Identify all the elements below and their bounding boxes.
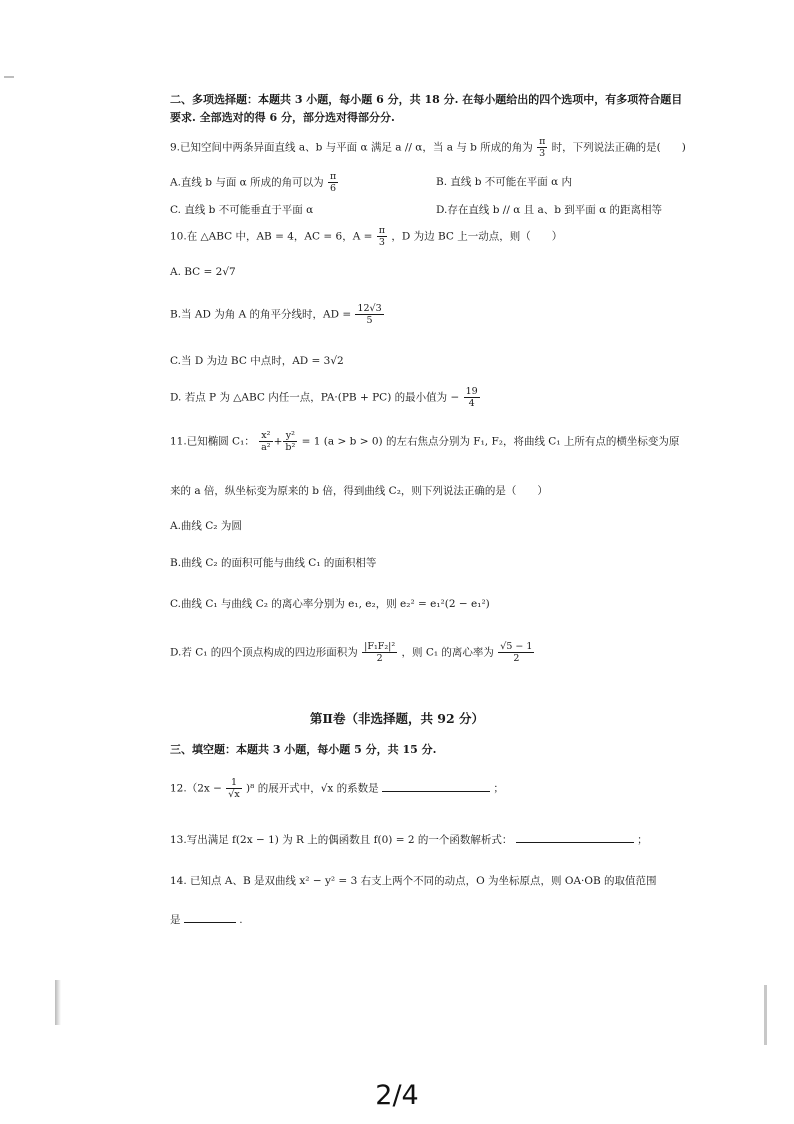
q11-option-b: B.曲线 C₂ 的面积可能与曲线 C₁ 的面积相等: [170, 557, 377, 569]
q10-option-a: A. BC = 2√7: [170, 266, 236, 278]
q9-option-b: B. 直线 b 不可能在平面 α 内: [436, 176, 573, 188]
q10-option-c: C.当 D 为边 BC 中点时，AD = 3√2: [170, 355, 344, 367]
question-11-stem: 11.已知椭圆 C₁： $\frac{\text{x²}}{\text{a²}}$ + $\frac{\text{y²}}{\text{b²}}$ = 1 (a > b > 0) 的左右焦点分别为 F₁, F₂，将曲线 C₁ 上所有点的横坐标变为原: [170, 430, 680, 453]
section-header-fill-in: 三、填空题：本题共 3 小题，每小题 5 分，共 15 分.: [170, 743, 437, 756]
q14-answer-blank[interactable]: [184, 911, 236, 923]
page-number: 2/4: [375, 1080, 419, 1111]
question-14-continued: 是 .: [170, 911, 243, 927]
q9-option-c: C. 直线 b 不可能垂直于平面 α: [170, 204, 314, 216]
section-header-multi-choice: 二、多项选择题：本题共 3 小题，每小题 6 分，共 18 分. 在每小题给出的四个选项中，有多项符合题目: [170, 93, 683, 106]
q9-stem-b: 时，下列说法正确的是( ): [551, 141, 686, 154]
q11-stem-continued: 来的 a 倍，纵坐标变为原来的 b 倍，得到曲线 C₂，则下列说法正确的是（ ）: [170, 485, 548, 497]
q11-option-c: C.曲线 C₁ 与曲线 C₂ 的离心率分别为 e₁, e₂，则 e₂² = e₁²(2 − e₁²): [170, 598, 490, 610]
q10-option-b: B.当 AD 为角 A 的角平分线时，AD = $\frac{12√3}{5}$: [170, 303, 382, 326]
q9-option-d: D.存在直线 b // α 且 a、b 到平面 α 的距离相等: [436, 204, 663, 216]
section-header-multi-choice-2: 要求. 全部选对的得 6 分，部分选对得部分分.: [170, 111, 395, 124]
scan-artifact: [4, 76, 14, 78]
question-10-stem: 10.在 △ABC 中，AB = 4，AC = 6，A = $\frac{\pi}{3}$ ，D 为边 BC 上一动点，则（ ）: [170, 225, 563, 248]
scan-edge-right: [764, 985, 767, 1045]
question-13: 13.写出满足 f(2x − 1) 为 R 上的偶函数且 f(0) = 2 的一个函数解析式： ；: [170, 831, 648, 847]
q12-answer-blank[interactable]: [382, 780, 490, 792]
q10-option-d: D. 若点 P 为 △ABC 内任一点，PA·(PB + PC) 的最小值为 − $\frac{19}{4}$: [170, 386, 478, 409]
question-12: 12.（2x − $\frac{1}{√x}$ )⁸ 的展开式中，√x 的系数是 ；: [170, 777, 504, 800]
question-14: 14. 已知点 A、B 是双曲线 x² − y² = 3 右支上两个不同的动点，O 为坐标原点，则 OA·OB 的取值范围: [170, 875, 657, 887]
q11-option-d: D.若 C₁ 的四个顶点构成的四边形面积为 $\frac{\text{|F₁F₂|²}}{2}$ ，则 C₁ 的离心率为 $\frac{√5 - 1}{2}$: [170, 641, 533, 664]
scan-edge-left: [55, 980, 61, 1025]
part-2-title: 第Ⅱ卷（非选择题，共 92 分）: [309, 711, 485, 726]
q9-stem-a: 9.已知空间中两条异面直线 a、b 与平面 α 满足 a // α，当 a 与 b 所成的角为: [170, 141, 533, 154]
q11-option-a: A.曲线 C₂ 为圆: [170, 520, 242, 532]
q9-option-a: A.直线 b 与面 α 所成的角可以为 $\frac{\pi}{6}$: [170, 171, 337, 194]
q9-fraction: $\frac{\pi}{3}$: [539, 136, 546, 159]
q13-answer-blank[interactable]: [516, 831, 634, 843]
question-9-stem: [170, 136, 686, 159]
